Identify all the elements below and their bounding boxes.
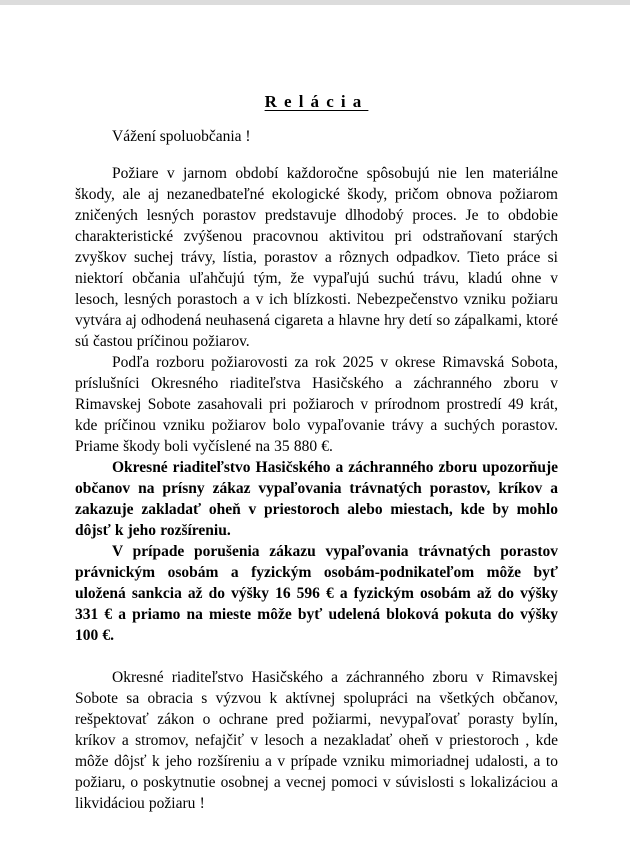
salutation: Vážení spoluobčania ! xyxy=(112,128,251,145)
paragraph-appeal: Okresné riaditeľstvo Hasičského a záchranného zboru v Rimavskej Sobote sa obracia s výzvou k aktívnej spolupráci na všetkých občanov, rešpektovať zákon o ochrane pred požiarmi, nevypaľovať porasty bylín, kríkov a stromov, nefajčiť v lesoch a nezakladať oheň v priestoroch , kde môže dôjsť k jeho rozšíreniu a v prípade vzniku mimoriadnej udalosti, a to požiaru, o poskytnutie osobnej a vecnej pomoci v súvislosti s lokalizáciou a likvidáciou požiaru ! xyxy=(75,669,558,812)
paragraph-statistics: Podľa rozboru požiarovosti za rok 2025 v okrese Rimavská Sobota, príslušníci Okresného riaditeľstva Hasičského a záchranného zboru v Rimavskej Sobote zasahovali pri požiaroch v prírodnom prostredí 49 krát, kde príčinou vzniku požiarov bolo vypaľovanie trávy a suchých porastov. Priame škody boli vyčíslené na 35 880 €. xyxy=(75,354,558,455)
document-body xyxy=(0,92,630,814)
document-text xyxy=(75,163,558,814)
document-title: Relácia xyxy=(264,92,369,111)
paragraph-intro: Požiare v jarnom období každoročne spôsobujú nie len materiálne škody, ale aj nezanedbateľné ekologické škody, pričom obnova požiarom zničených lesných porastov predstavuje dlhodobý proces. Je to obdobie charakteristické zvýšenou pracovnou aktivitou pri odstraňovaní starých zvyškov suchej trávy, lístia, porastov a rôznych odpadkov. Tieto práce si niektorí občania uľahčujú tým, že vypaľujú suchú trávu, kladú ohne v lesoch, lesných porastoch a v ich blízkosti. Nebezpečenstvo vzniku požiaru vytvára aj odhodená neuhasená cigareta a hlavne hry detí so zápalkami, ktoré sú častou príčinou požiarov. xyxy=(75,165,558,350)
viewer-top-edge xyxy=(0,0,630,5)
paragraph-warning: Okresné riaditeľstvo Hasičského a záchranného zboru upozorňuje občanov na prísny zákaz vypaľovania trávnatých porastov, kríkov a zakazuje zakladať oheň v priestoroch alebo miestach, kde by mohlo dôjsť k jeho rozšíreniu. xyxy=(75,459,558,539)
paragraph-sanctions: V prípade porušenia zákazu vypaľovania trávnatých porastov právnickým osobám a fyzickým osobám-podnikateľom môže byť uložená sankcia až do výšky 16 596 € a fyzickým osobám až do výšky 331 € a priamo na mieste môže byť udelená bloková pokuta do výšky 100 €. xyxy=(75,543,558,644)
